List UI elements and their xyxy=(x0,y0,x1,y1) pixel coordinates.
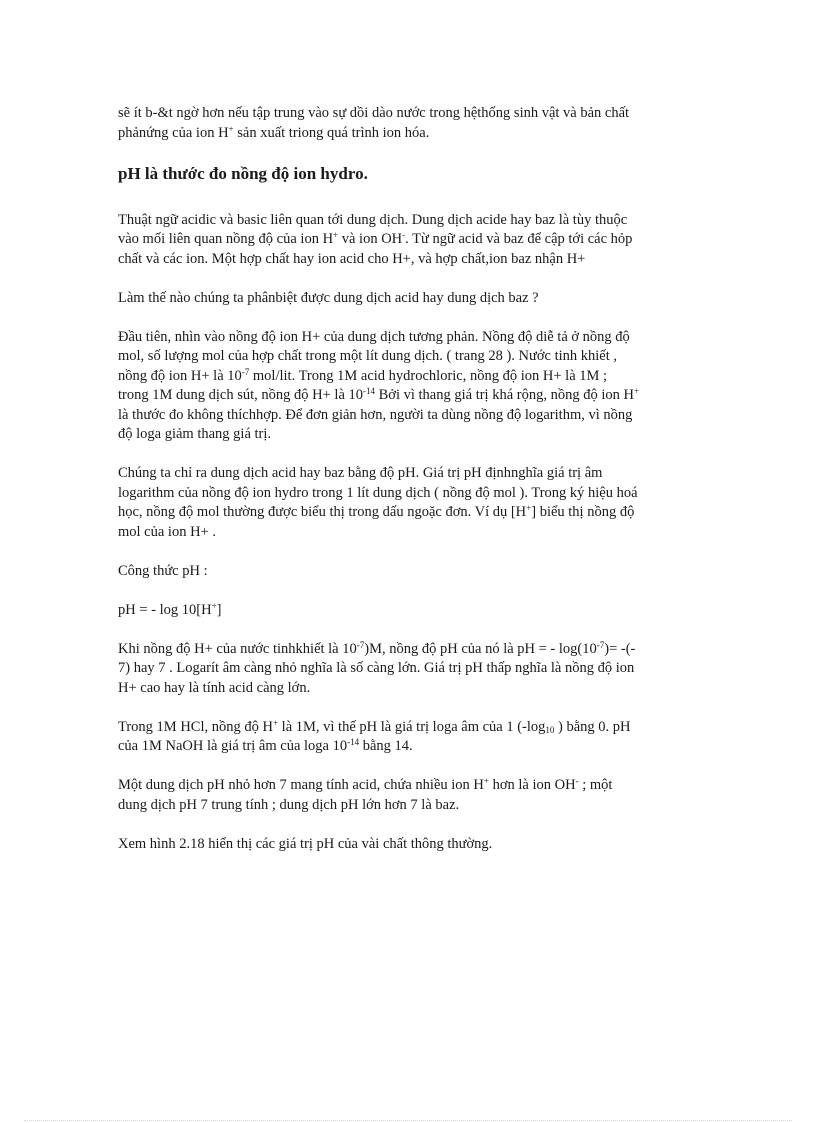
text-line: Làm thế nào chúng ta phânbiệt được dung dịch acid hay dung dịch baz ? xyxy=(118,289,539,306)
text-run: ] biểu thị nồng độ xyxy=(531,504,635,520)
text-run: bằng 14. xyxy=(359,738,413,754)
text-run: sản xuất triong quá trình ion hóa. xyxy=(233,124,430,141)
text-line xyxy=(118,640,708,660)
text-run: và ion OH xyxy=(338,231,403,247)
subscript: 10 xyxy=(545,724,555,735)
text-line: mol của ion H+ . xyxy=(118,523,216,540)
page-bottom-rule xyxy=(24,1120,792,1121)
text-run: học, nồng độ mol thường được biểu thị trong dấu ngoặc đơn. Ví dụ [H xyxy=(118,504,527,520)
text-run: của 1M NaOH là giá trị âm của loga 10 xyxy=(118,738,348,754)
text-line: Chúng ta chỉ ra dung dịch acid hay baz bằng độ pH. Giá trị pH địnhnghĩa giá trị âm xyxy=(118,465,603,481)
text-run: Một dung dịch pH nhỏ hơn 7 mang tính acid, chứa nhiều ion H xyxy=(118,777,484,793)
superscript: - xyxy=(575,776,579,786)
text-line xyxy=(118,718,708,738)
superscript: -7 xyxy=(241,366,250,377)
text-line xyxy=(118,776,708,796)
text-line: sẽ ít b-&t ngờ hơn nếu tập trung vào sự dồi dào nước trong hệthống sinh vật và bản chất xyxy=(118,105,630,121)
paragraph-figure-reference xyxy=(118,835,708,855)
paragraph-pure-water xyxy=(118,640,708,699)
text-line: Đầu tiên, nhìn vào nồng độ ion H+ của dung dịch tương phản. Nồng độ diễ tả ở nồng độ xyxy=(118,328,630,345)
superscript: + xyxy=(483,776,489,786)
text-line xyxy=(118,737,708,757)
text-run: ; một xyxy=(578,777,613,793)
text-run: Khi nồng độ H+ của nước tinhkhiết là 10 xyxy=(118,640,357,657)
text-run: vào mối liên quan nồng độ của ion H xyxy=(118,231,334,247)
paragraph-concentration xyxy=(118,328,708,445)
text-run: hơn là ion OH xyxy=(488,777,576,793)
superscript: -7 xyxy=(596,639,605,650)
superscript: -14 xyxy=(347,737,360,747)
text-run: phảnứng của ion H xyxy=(118,124,229,141)
text-line: Thuật ngữ acidic và basic liên quan tới dung dịch. Dung dịch acide hay baz là tùy thuộc xyxy=(118,211,628,228)
superscript: + xyxy=(272,717,279,728)
paragraph-formula xyxy=(118,601,708,621)
text-line xyxy=(118,386,708,406)
text-line: Công thức pH : xyxy=(118,562,208,579)
superscript: + xyxy=(333,230,339,240)
text-run: )= -(- xyxy=(604,640,636,657)
text-line: H+ cao hay là tính acid càng lớn. xyxy=(118,679,311,696)
text-run: nồng độ ion H+ là 10 xyxy=(118,367,242,384)
text-run: trong 1M dung dịch sút, nồng độ H+ là 10 xyxy=(118,387,363,403)
text-line: dung dịch pH 7 trung tính ; dung dịch pH lớn hơn 7 là baz. xyxy=(118,796,460,813)
text-line: là thước đo không thíchhợp. Để đơn giản hơn, người ta dùng nồng độ logarithm, vì nồng xyxy=(118,406,633,423)
superscript: - xyxy=(402,230,406,240)
text-line: mol, số lượng mol của hợp chất trong một lít dung dịch. ( trang 28 ). Nước tinh khiết , xyxy=(118,348,618,364)
text-run: là 1M, vì thế pH là giá trị loga âm của 1 (-log xyxy=(278,718,546,735)
intro-paragraph xyxy=(118,104,708,143)
text-line: Xem hình 2.18 hiển thị các giá trị pH của vài chất thông thường. xyxy=(118,835,493,852)
text-run: ) bằng 0. pH xyxy=(554,718,631,735)
superscript: + xyxy=(228,123,234,134)
superscript: + xyxy=(211,600,217,611)
text-line xyxy=(118,124,708,144)
paragraph-ph-definition xyxy=(118,464,708,542)
paragraph-formula-label xyxy=(118,562,708,582)
text-run: . Từ ngữ acid và baz để cập tới các hỏp xyxy=(405,231,633,247)
text-line xyxy=(118,367,708,387)
paragraph-acid-base xyxy=(118,776,708,815)
text-line xyxy=(118,503,708,523)
text-run: mol/lit. Trong 1M acid hydrochloric, nồng độ ion H+ là 1M ; xyxy=(249,367,608,384)
paragraph-definition xyxy=(118,211,708,270)
text-run: Bởi vì thang giá trị khá rộng, nồng độ ion H xyxy=(375,387,634,403)
superscript: + xyxy=(526,503,532,513)
section-heading: pH là thước đo nồng độ ion hydro. xyxy=(118,163,368,183)
text-line: 7) hay 7 . Logarít âm càng nhỏ nghĩa là số càng lớn. Giá trị pH thấp nghĩa là nồng độ ion xyxy=(118,660,635,676)
text-run: )M, nồng độ pH của nó là pH = - log(10 xyxy=(364,640,597,657)
paragraph-question xyxy=(118,289,708,309)
document-page xyxy=(118,104,708,874)
text-line: độ loga giảm thang giá trị. xyxy=(118,426,272,442)
text-run: Trong 1M HCl, nồng độ H xyxy=(118,718,273,735)
text-line: chất và các ion. Một hợp chất hay ion acid cho H+, và hợp chất,ion baz nhận H+ xyxy=(118,250,586,267)
superscript: -7 xyxy=(356,639,365,650)
text-run: ] xyxy=(216,601,222,618)
superscript: + xyxy=(633,386,640,396)
text-line: logarithm của nồng độ ion hydro trong 1 lít dung dịch ( nồng độ mol ). Trong ký hiệu hoá xyxy=(118,484,638,501)
paragraph-hcl-naoh xyxy=(118,718,708,757)
formula-line xyxy=(118,601,708,621)
text-run: pH = - log 10[H xyxy=(118,601,212,618)
superscript: -14 xyxy=(363,386,375,396)
text-line xyxy=(118,230,708,250)
